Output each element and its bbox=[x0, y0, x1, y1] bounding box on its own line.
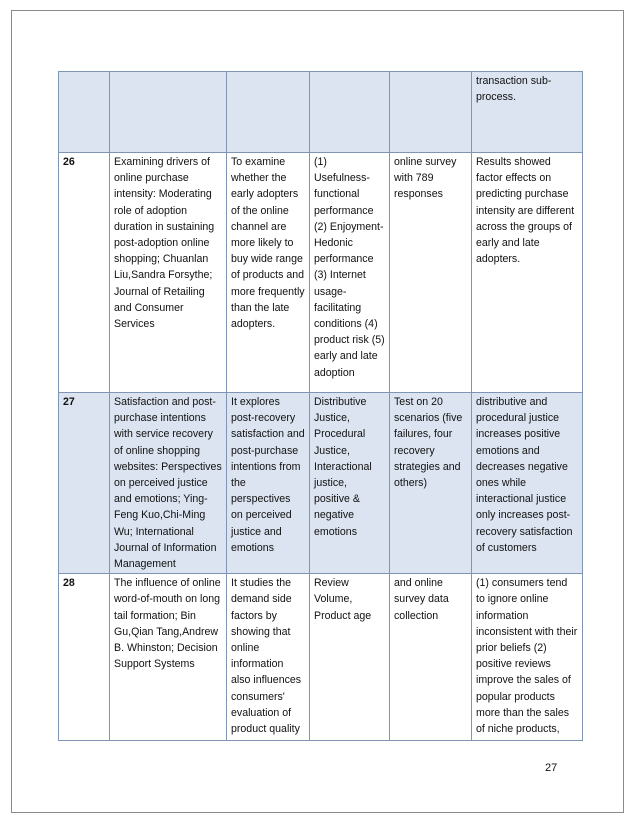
objective-cell bbox=[227, 72, 310, 153]
table-row bbox=[59, 393, 583, 574]
row-number: 28 bbox=[59, 574, 110, 741]
objective-cell: To examine whether the early adopters of the online channel are more likely to buy wide range of products and more frequently than the late adopters. bbox=[227, 153, 310, 393]
findings-cell: distributive and procedural justice increases positive emotions and decreases negative ones while interactional justice only increases post-recovery satisfaction of customers bbox=[472, 393, 583, 574]
table-row bbox=[59, 72, 583, 153]
literature-review-table bbox=[58, 71, 583, 741]
method-cell: and online survey data collection bbox=[390, 574, 472, 741]
study-title-cell: The influence of online word-of-mouth on long tail formation; Bin Gu,Qian Tang,Andrew B. Whinston; Decision Support Systems bbox=[110, 574, 227, 741]
study-title-cell: Satisfaction and post-purchase intentions with service recovery of online shopping websites: Perspectives on perceived justice and emotions; Ying-Feng Kuo,Chi-Ming Wu; International Journal of Information Management bbox=[110, 393, 227, 574]
objective-cell: It studies the demand side factors by showing that online information also influences consumers' evaluation of product quality bbox=[227, 574, 310, 741]
findings-cell: transaction sub-process. bbox=[472, 72, 583, 153]
findings-cell: Results showed factor effects on predicting purchase intensity are different across the groups of early and late adopters. bbox=[472, 153, 583, 393]
variables-cell: Distributive Justice, Procedural Justice, Interactional justice, positive & negative emotions bbox=[310, 393, 390, 574]
objective-cell: It explores post-recovery satisfaction and post-purchase intentions from the perspectives on perceived justice and emotions bbox=[227, 393, 310, 574]
variables-cell bbox=[310, 72, 390, 153]
table-row bbox=[59, 574, 583, 741]
method-cell: Test on 20 scenarios (five failures, four recovery strategies and others) bbox=[390, 393, 472, 574]
variables-cell: Review Volume, Product age bbox=[310, 574, 390, 741]
row-number bbox=[59, 72, 110, 153]
row-number: 27 bbox=[59, 393, 110, 574]
study-title-cell bbox=[110, 72, 227, 153]
method-cell: online survey with 789 responses bbox=[390, 153, 472, 393]
row-number: 26 bbox=[59, 153, 110, 393]
findings-cell: (1) consumers tend to ignore online information inconsistent with their prior beliefs (2) positive reviews improve the sales of popular products more than the sales of niche products, bbox=[472, 574, 583, 741]
variables-cell: (1) Usefulness-functional performance (2) Enjoyment-Hedonic performance (3) Internet usage-facilitating conditions (4) product risk (5) early and late adoption bbox=[310, 153, 390, 393]
method-cell bbox=[390, 72, 472, 153]
table-row bbox=[59, 153, 583, 393]
study-title-cell: Examining drivers of online purchase intensity: Moderating role of adoption duration in sustaining post-adoption online shopping; Chuanlan Liu,Sandra Forsythe; Journal of Retailing and Consumer Services bbox=[110, 153, 227, 393]
page-number: 27 bbox=[545, 762, 558, 774]
